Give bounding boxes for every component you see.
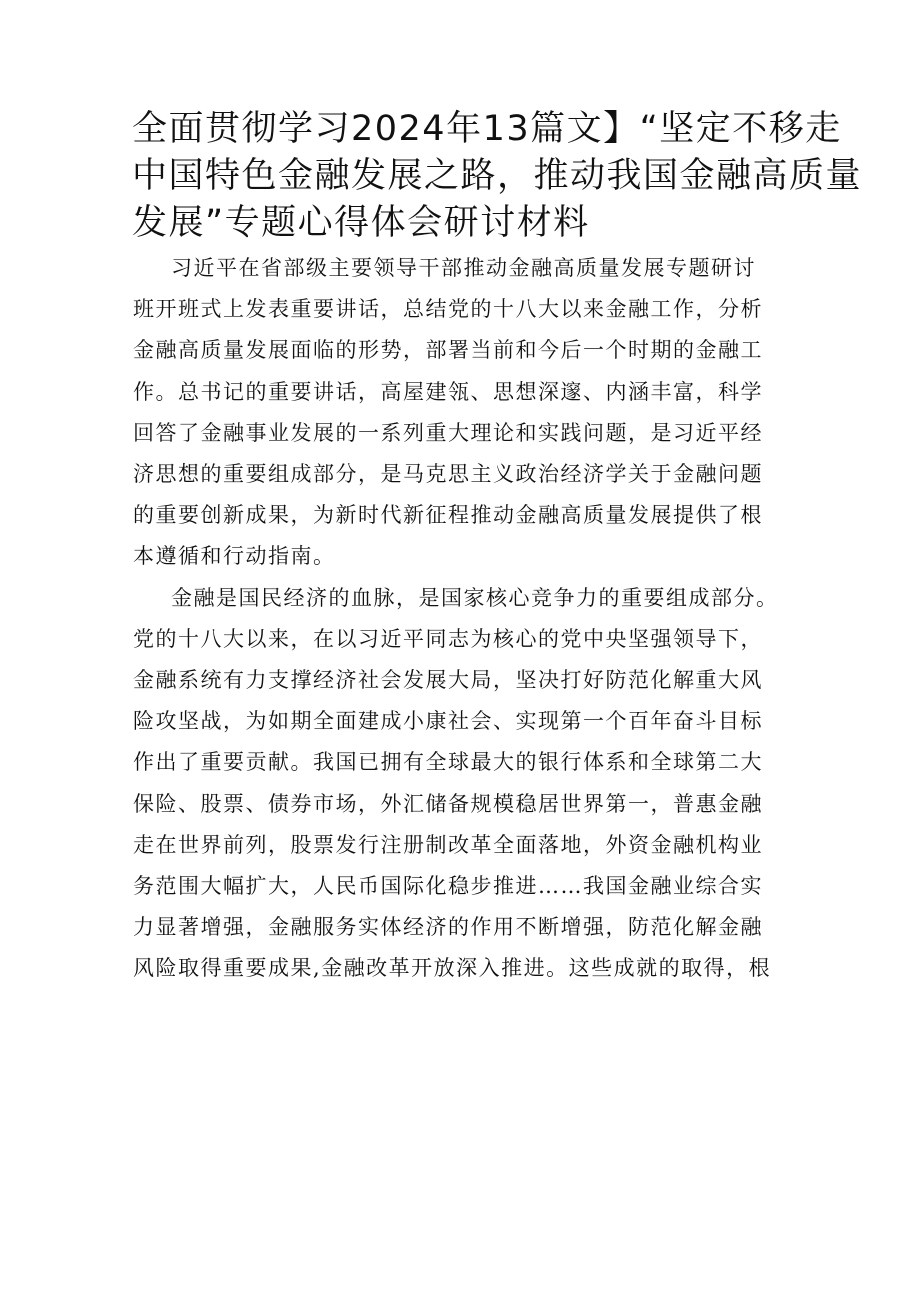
paragraph-line: 务范围大幅扩大，人民币国际化稳步推进……我国金融业综合实 <box>133 874 763 899</box>
paragraph-line: 作。总书记的重要讲话，高屋建瓴、思想深邃、内涵丰富，科学 <box>133 379 763 404</box>
paragraph-line: 习近平在省部级主要领导干部推动金融高质量发展专题研讨 <box>171 256 756 280</box>
title-line: 发展”专题心得体会研讨材料 <box>132 203 590 243</box>
document-title <box>132 106 863 247</box>
paragraph-line: 党的十八大以来，在以习近平同志为核心的党中央坚强领导下， <box>133 626 763 651</box>
paragraph-line: 金融系统有力支撑经济社会发展大局，坚决打好防范化解重大风 <box>133 668 763 693</box>
paragraph-line: 险攻坚战，为如期全面建成小康社会、实现第一个百年奋斗目标 <box>133 709 763 734</box>
paragraph-line: 金融是国民经济的血脉，是国家核心竞争力的重要组成部分。 <box>171 585 779 610</box>
paragraph-line: 班开班式上发表重要讲话，总结党的十八大以来金融工作，分析 <box>133 297 763 322</box>
paragraph-line: 走在世界前列，股票发行注册制改革全面落地，外资金融机构业 <box>133 832 763 857</box>
paragraph-line: 力显著增强，金融服务实体经济的作用不断增强，防范化解金融 <box>133 915 763 940</box>
paragraph-line: 风险取得重要成果,金融改革开放深入推进。这些成就的取得，根 <box>133 956 772 981</box>
paragraph-line: 济思想的重要组成部分，是马克思主义政治经济学关于金融问题 <box>133 462 763 487</box>
paragraph-2 <box>133 578 833 990</box>
paragraph-line: 回答了金融事业发展的一系列重大理论和实践问题，是习近平经 <box>133 420 763 445</box>
paragraph-line: 本遵循和行动指南。 <box>133 544 336 569</box>
paragraph-line: 金融高质量发展面临的形势，部署当前和今后一个时期的金融工 <box>133 338 763 363</box>
paragraph-line: 的重要创新成果，为新时代新征程推动金融高质量发展提供了根 <box>133 503 763 528</box>
paragraph-line: 保险、股票、债券市场，外汇储备规模稳居世界第一，普惠金融 <box>133 791 763 816</box>
paragraph-line: 作出了重要贡献。我国已拥有全球最大的银行体系和全球第二大 <box>133 750 763 775</box>
paragraph-1 <box>133 248 833 578</box>
document-body <box>133 248 833 990</box>
title-line: 全面贯彻学习2024年13篇文】“坚定不移走 <box>132 109 842 149</box>
title-line: 中国特色金融发展之路，推动我国金融高质量 <box>132 156 863 196</box>
